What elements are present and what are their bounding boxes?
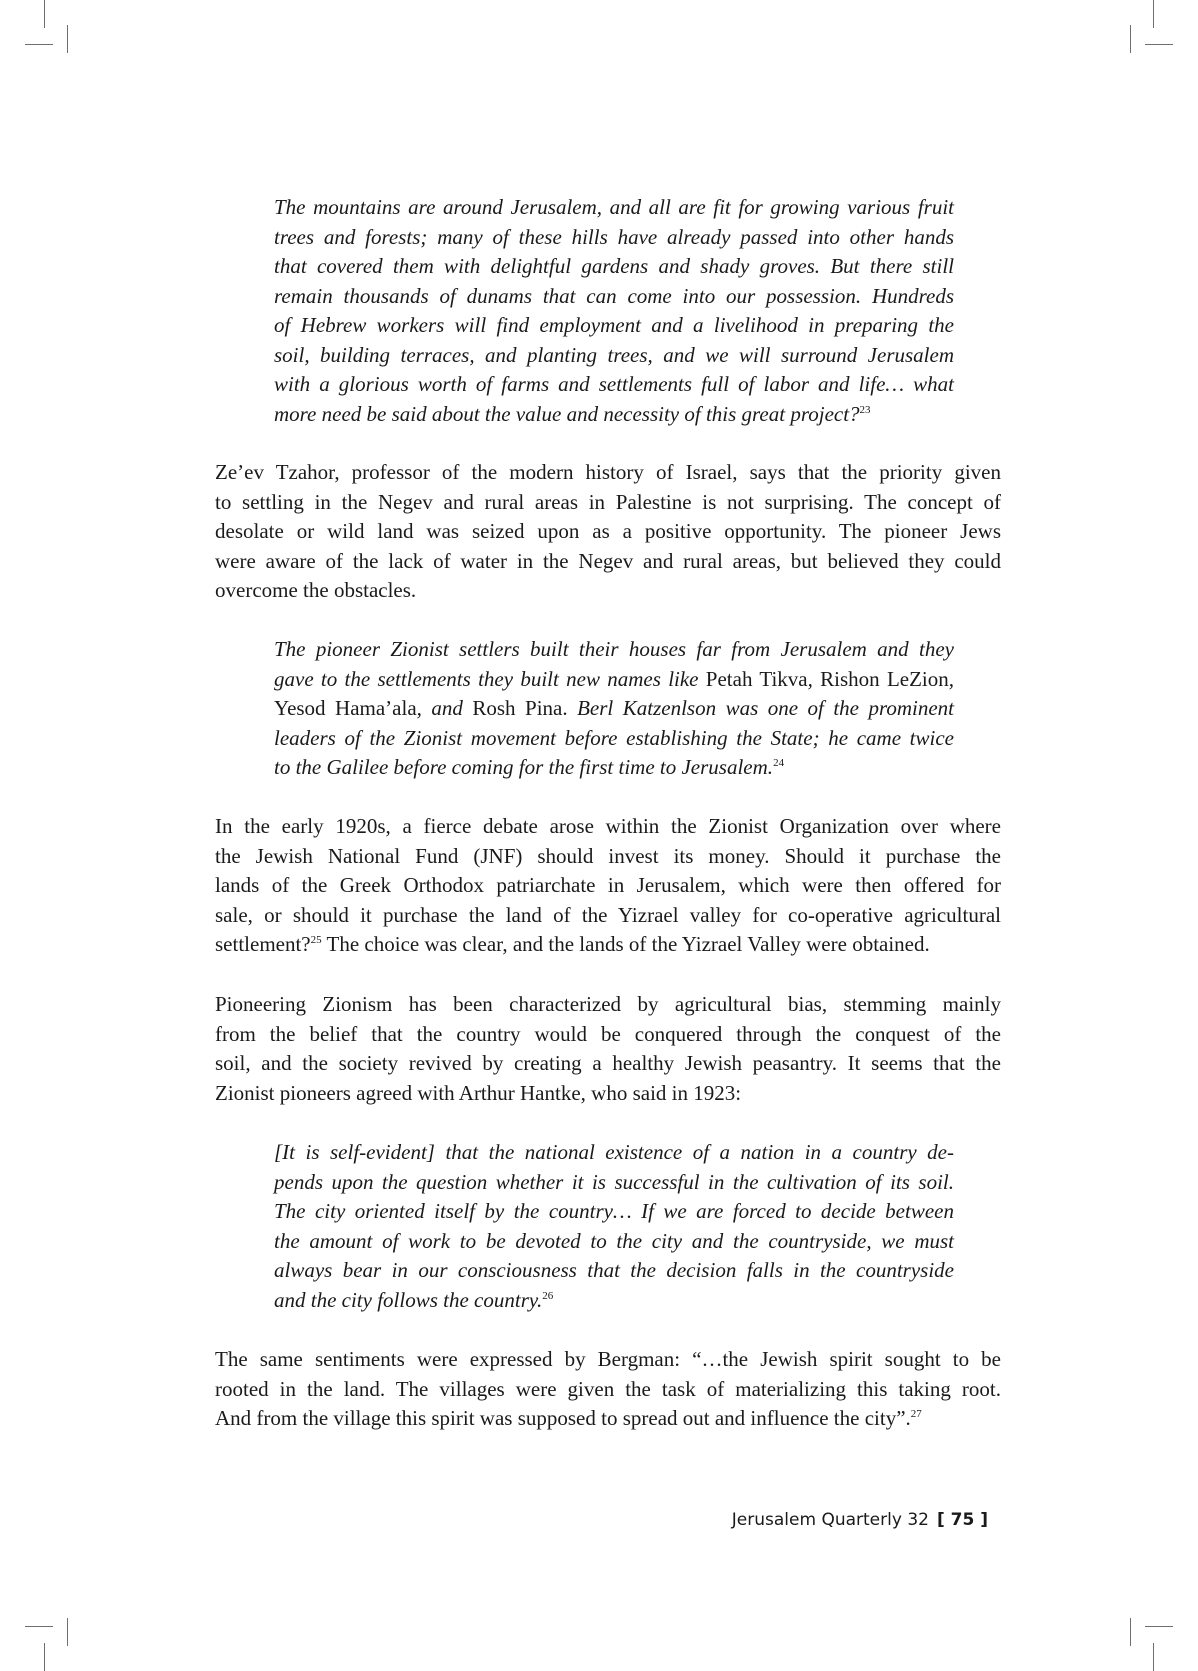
paragraph-2 <box>215 812 1001 960</box>
quote-line-last <box>274 1286 954 1316</box>
quote-line-last <box>274 402 871 426</box>
comma: , <box>948 666 955 691</box>
comma: , <box>416 696 432 720</box>
quote-text: and the city follows the country. <box>274 1287 543 1312</box>
quote-line: leaders of the Zionist movement before establishing the State; he came twice <box>274 725 954 750</box>
crop-mark-top-left-h <box>25 44 53 45</box>
block-quote-1 <box>274 193 954 429</box>
quote-line: The pioneer Zionist settlers built their houses far from Jerusalem and they <box>274 637 954 661</box>
crop-mark-top-left-v2 <box>67 25 68 53</box>
paragraph-line-last: overcome the obstacles. <box>215 578 417 602</box>
comma: , <box>807 666 821 691</box>
paragraph-line: rooted in the land. The villages were given the task of materializing this taking root. <box>215 1376 1001 1401</box>
paragraph-line: lands of the Greek Orthodox patriarchate in Jerusalem, which were then offered for <box>215 873 1001 897</box>
crop-mark-bottom-right-h <box>1145 1626 1173 1627</box>
paragraph-line: the Jewish National Fund (JNF) should invest its money. Should it purchase the <box>215 843 1001 868</box>
place-name: Rosh Pina <box>472 696 563 720</box>
paragraph-4 <box>215 1345 1001 1434</box>
crop-mark-bottom-left-h <box>25 1626 53 1627</box>
footnote-ref: 25 <box>310 934 322 946</box>
paragraph-3 <box>215 990 1001 1108</box>
quote-line-names <box>274 665 954 695</box>
quote-line: The city oriented itself by the country… If we are forced to decide between <box>274 1199 954 1223</box>
crop-mark-top-left-v <box>44 0 45 28</box>
paragraph-line-last <box>215 1404 1001 1434</box>
paragraph-line: sale, or should it purchase the land of the Yizrael valley for co-operative agricultural <box>215 902 1001 927</box>
paragraph-line: were aware of the lack of water in the Negev and rural areas, but believed they could <box>215 548 1001 573</box>
paragraph-line: soil, and the society revived by creating a healthy Jewish peasantry. It seems that the <box>215 1051 1001 1075</box>
paragraph-text: And from the village this spirit was supposed to spread out and influence the city”. <box>215 1406 911 1430</box>
quote-line: [It is self-evident] that the national existence of a nation in a country de- <box>274 1140 954 1164</box>
crop-mark-bottom-right-v <box>1153 1643 1154 1671</box>
quote-line: with a glorious worth of farms and settlements full of labor and life… what <box>274 372 954 396</box>
quote-line-names-2 <box>274 694 954 724</box>
crop-mark-bottom-left-v2 <box>67 1618 68 1646</box>
paragraph-line: In the early 1920s, a fierce debate arose within the Zionist Organization over where <box>215 814 1001 838</box>
footnote-ref: 23 <box>859 403 871 416</box>
page-footer <box>732 1510 988 1530</box>
place-name: Yesod Hama’ala <box>274 696 417 720</box>
journal-name: Jerusalem Quarterly 32 <box>731 1510 929 1530</box>
quote-text: gave to the settlements they built new names like <box>274 666 706 691</box>
footnote-ref: 24 <box>773 757 785 769</box>
paragraph-line: to settling in the Negev and rural areas in Palestine is not surprising. The concept of <box>215 489 1001 514</box>
quote-line: that covered them with delightful gardens and shady groves. But there still <box>274 254 954 278</box>
quote-text: more need be said about the value and necessity of this great project? <box>274 401 860 426</box>
place-name: Petah Tikva <box>705 666 808 691</box>
paragraph-line: Pioneering Zionism has been characterized by agricultural bias, stemming mainly <box>215 992 1001 1016</box>
paragraph-line: desolate or wild land was seized upon as a positive opportunity. The pioneer Jews <box>215 519 1001 543</box>
quote-line: The mountains are around Jerusalem, and all are fit for growing various fruit <box>274 195 954 219</box>
crop-mark-bottom-left-v <box>44 1643 45 1671</box>
paragraph-line: Ze’ev Tzahor, professor of the modern history of Israel, says that the priority given <box>215 460 1001 484</box>
footnote-ref: 26 <box>542 1289 554 1302</box>
block-quote-2 <box>274 635 954 783</box>
quote-text: Berl Katzenlson was one of the prominent <box>577 696 955 720</box>
crop-mark-top-right-h <box>1145 44 1173 45</box>
quote-line: remain thousands of dunams that can come into our possession. Hundreds <box>274 283 954 308</box>
place-name: Rishon LeZion <box>820 666 949 691</box>
quote-line: pends upon the question whether it is successful in the cultivation of its soil. <box>274 1169 954 1194</box>
paragraph-text: settlement? <box>215 932 311 956</box>
quote-line: the amount of work to be devoted to the city and the countryside, we must <box>274 1228 954 1253</box>
period: . <box>562 696 578 720</box>
paragraph-1 <box>215 458 1001 606</box>
footnote-ref: 27 <box>910 1408 922 1420</box>
quote-line: trees and forests; many of these hills have already passed into other hands <box>274 224 954 249</box>
page-number: [ 75 ] <box>936 1510 988 1530</box>
crop-mark-bottom-right-v2 <box>1130 1618 1131 1646</box>
quote-line: always bear in our consciousness that the decision falls in the countryside <box>274 1258 954 1282</box>
paragraph-line: The same sentiments were expressed by Bergman: “…the Jewish spirit sought to be <box>215 1347 1001 1371</box>
block-quote-3 <box>274 1138 954 1315</box>
quote-line: soil, building terraces, and planting trees, and we will surround Jerusalem <box>274 342 954 367</box>
paragraph-line-last: Zionist pioneers agreed with Arthur Hantke, who said in 1923: <box>215 1080 742 1105</box>
quote-text: to the Galilee before coming for the first time to Jerusalem. <box>274 755 774 779</box>
crop-mark-top-right-v2 <box>1130 25 1131 53</box>
quote-line-last <box>274 753 954 783</box>
conjunction: and <box>431 696 463 720</box>
paragraph-line-last <box>215 930 1001 960</box>
paragraph-text: The choice was clear, and the lands of the Yizrael Valley were obtained. <box>321 932 930 956</box>
crop-mark-top-right-v <box>1153 0 1154 28</box>
paragraph-line: from the belief that the country would be conquered through the conquest of the <box>215 1021 1001 1046</box>
quote-line: of Hebrew workers will find employment and a livelihood in preparing the <box>274 313 954 337</box>
